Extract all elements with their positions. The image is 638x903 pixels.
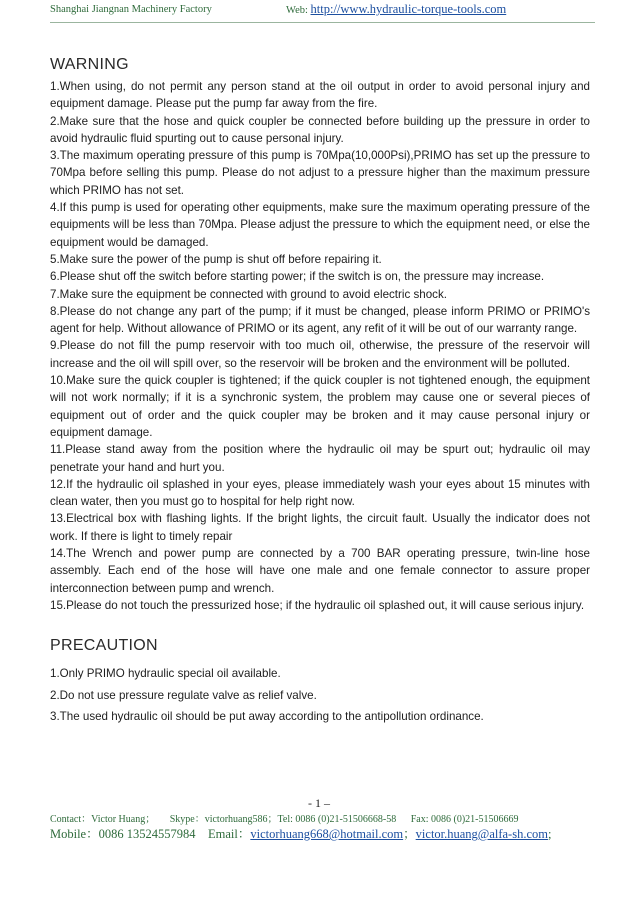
warning-item-9: 9.Please do not fill the pump reservoir with too much oil, otherwise, the pressure of the reservoir will increase and the oil will spill over, so the reservoir will be broken and the environment will be polluted. [50,339,590,370]
email-link-1[interactable]: victorhuang668@hotmail.com [250,827,404,841]
contact-line [50,810,531,825]
warning-item-7: 7.Make sure the equipment be connected with ground to avoid electric shock. [50,287,447,301]
company-name: Shanghai Jiangnan Machinery Factory [50,4,212,15]
warning-list [50,78,590,614]
warning-item-2: 2.Make sure that the hose and quick coupler be connected before building up the pressure in order to avoid hydraulic fluid spurting out to cause personal injury. [50,114,590,145]
warning-item-3: 3.The maximum operating pressure of this pump is 70Mpa(10,000Psi),PRIMO has set up the pressure to 70Mpa before selling this pump. Please do not adjust to a pressure higher than the maximum pressure which PRIMO has not set. [50,149,590,197]
contact-name: Contact：Victor Huang； [50,814,156,825]
website [286,2,506,17]
mobile-email-line [50,824,551,842]
warning-item-14: 14.The Wrench and power pump are connected by a 700 BAR operating pressure, twin-line hose assembly. Each end of the hose will have one male and one female connector to assure proper interconnection between pump and wrench. [50,547,590,595]
page-number: - 1 – [308,796,330,810]
website-link[interactable]: http://www.hydraulic-torque-tools.com [310,2,507,16]
warning-item-4: 4.If this pump is used for operating other equipments, make sure the maximum operating pressure of the equipments will be less than 70Mpa. Please adjust the pressure to which the equipment need, or else the equipment would be damaged. [50,201,590,249]
skype-tel: Skype：victorhuang586；Tel: 0086 (0)21-51506668-58 [169,814,397,825]
warning-item-12: 12.If the hydraulic oil splashed in your eyes, please immediately wash your eyes about 15 minutes with clean water, then you must go to hospital for help right now. [50,477,590,509]
warning-title: WARNING [50,56,129,73]
precaution-item-2: 2.Do not use pressure regulate valve as relief valve. [50,688,317,702]
warning-item-10: 10.Make sure the quick coupler is tightened; if the quick coupler is not tightened enough, the equipment will not work normally; if it is a synchronic system, the problem may cause one or several pieces of equipment out of order and the quick coupler may be broken and it may cause personal injury or equipment damage. [50,374,590,439]
precaution-title: PRECAUTION [50,637,158,654]
warning-item-1: 1.When using, do not permit any person stand at the oil output in order to avoid personal injury and equipment damage. Please put the pump far away from the fire. [50,80,590,111]
warning-item-6: 6.Please shut off the switch before starting power; if the switch is on, the pressure may increase. [50,270,545,284]
warning-item-11: 11.Please stand away from the position where the hydraulic oil may be spurt out; hydraulic oil may penetrate your hand and hurt you. [50,443,590,474]
warning-item-8: 8.Please do not change any part of the pump; if it must be changed, please inform PRIMO or PRIMO's agent for help. Without allowance of PRIMO or its agent, any refit of it will be out of our warranty range. [50,304,590,336]
mobile: Mobile：0086 13524557984 [50,827,196,841]
email-label: Email： [207,827,251,841]
fax: Fax: 0086 (0)21-51506669 [410,814,519,825]
web-label: Web: [286,5,311,16]
header-divider [50,22,595,23]
email-link-2[interactable]: victor.huang@alfa-sh.com [415,827,548,841]
email-separator: ； [403,827,416,841]
warning-item-5: 5.Make sure the power of the pump is shut off before repairing it. [50,252,382,266]
page-header [50,2,595,22]
email-end: ; [547,827,552,841]
precaution-list [50,663,590,728]
warning-item-13: 13.Electrical box with flashing lights. If the bright lights, the circuit fault. Usually the indicator does not work. If there is light to timely repair [50,512,590,543]
warning-item-15: 15.Please do not touch the pressurized hose; if the hydraulic oil splashed out, it will cause serious injury. [50,598,585,612]
precaution-item-1: 1.Only PRIMO hydraulic special oil available. [50,667,281,680]
precaution-item-3: 3.The used hydraulic oil should be put away according to the antipollution ordinance. [50,710,484,723]
